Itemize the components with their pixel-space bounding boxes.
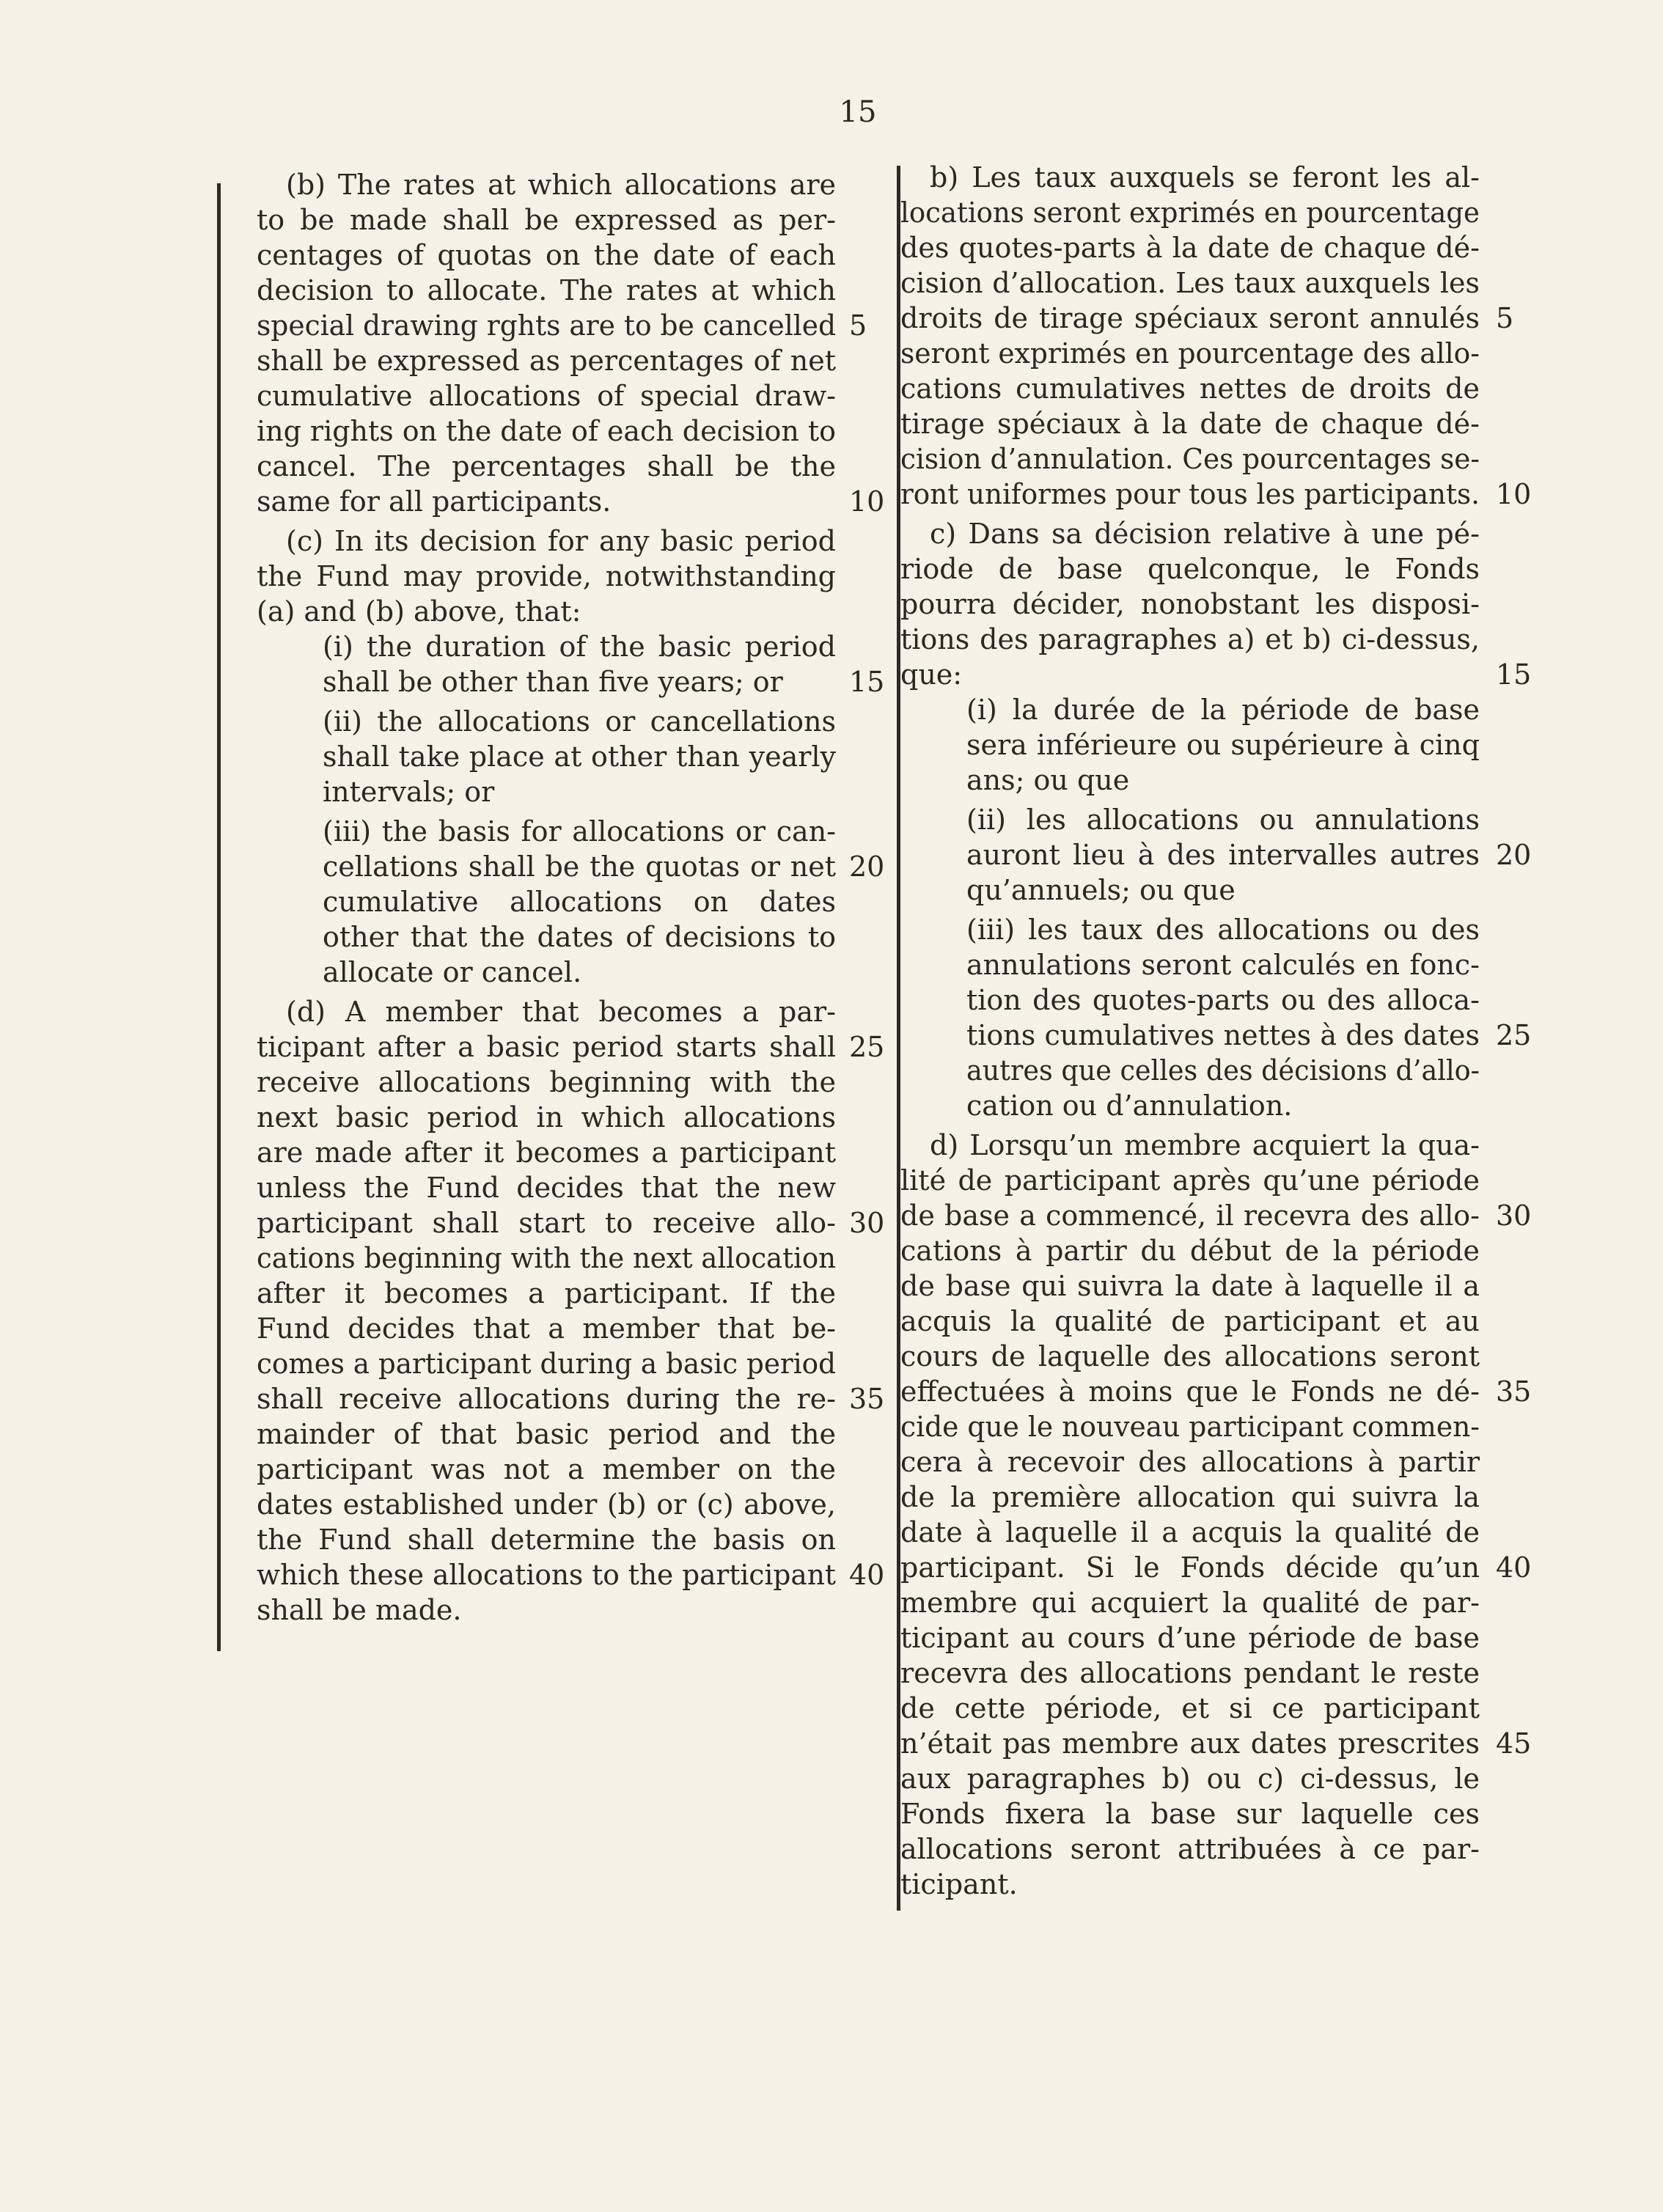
english-line-text: cations beginning with the next allocation <box>257 1242 837 1274</box>
english-text-line <box>257 308 867 343</box>
french-line-text: cations à partir du début de la période <box>900 1235 1480 1267</box>
french-text-line <box>900 727 1487 763</box>
english-line-text: dates established under (b) or (c) above, <box>257 1488 836 1521</box>
english-line-text: cumulative allocations on dates <box>323 886 836 918</box>
french-line-text: ticipant. <box>900 1868 1018 1900</box>
line-number: 15 <box>849 666 885 698</box>
french-text-line <box>900 195 1487 230</box>
english-text-line <box>257 1100 843 1135</box>
french-line-text: lité de participant après qu’une période <box>900 1164 1480 1197</box>
line-number: 30 <box>1496 1199 1532 1232</box>
english-text-line <box>257 449 843 484</box>
french-line-text: de la première allocation qui suivra la <box>900 1481 1480 1513</box>
english-line-text: cellations shall be the quotas or net <box>323 850 836 883</box>
french-line-text: qu’annuels; ou que <box>966 874 1236 906</box>
english-text-line <box>257 523 843 559</box>
french-text-line <box>900 1374 1532 1409</box>
english-text-line <box>257 1592 843 1628</box>
english-text-line <box>257 629 843 664</box>
english-text-line <box>257 273 843 308</box>
french-line-text: des quotes-parts à la date de chaque dé- <box>900 232 1480 264</box>
french-text-line <box>900 1198 1532 1233</box>
english-line-text: unless the Fund decides that the new <box>257 1172 836 1204</box>
english-text-line <box>257 343 843 378</box>
french-line-text: b) Les taux auxquels se feront les al- <box>930 161 1480 194</box>
english-line-text: intervals; or <box>323 776 495 808</box>
english-text-line <box>257 238 843 273</box>
english-line-text: cancel. The percentages shall be the <box>257 450 837 482</box>
french-text-line <box>900 872 1487 908</box>
line-number: 25 <box>1496 1019 1532 1051</box>
english-line-text: cumulative allocations of special draw- <box>257 380 836 412</box>
english-text-line <box>257 704 843 739</box>
french-line-text: tirage spéciaux à la date de chaque dé- <box>900 408 1480 440</box>
french-text-line <box>900 441 1487 477</box>
french-line-text: aux paragraphes b) ou c) ci-dessus, le <box>900 1763 1480 1795</box>
french-line-text: d) Lorsqu’un membre acquiert la qua- <box>930 1129 1480 1161</box>
french-text-line <box>900 1761 1487 1796</box>
french-text-line <box>900 1867 1487 1902</box>
french-line-text: (i) la durée de la période de base <box>966 694 1480 726</box>
english-line-text: the Fund may provide, notwithstanding <box>257 560 837 592</box>
line-number: 40 <box>849 1559 885 1591</box>
english-line-text: (i) the duration of the basic period <box>323 631 836 663</box>
french-text-line <box>900 1515 1487 1550</box>
english-line-text: special drawing rghts are to be cancelled <box>257 309 837 342</box>
english-line-text: decision to allocate. The rates at which <box>257 274 837 306</box>
english-text-line <box>257 1381 885 1417</box>
french-text-line <box>900 1831 1487 1867</box>
line-number: 10 <box>1496 478 1532 510</box>
left-margin-rule <box>217 183 221 1651</box>
french-line-text: auront lieu à des intervalles autres <box>966 839 1480 871</box>
english-text-line <box>257 884 843 919</box>
english-text-column <box>257 167 885 1628</box>
french-text-line <box>900 1018 1532 1053</box>
french-text-line <box>900 802 1487 837</box>
french-line-text: riode de base quelconque, le Fonds <box>900 553 1480 585</box>
french-line-text: tions cumulatives nettes à des dates <box>966 1019 1480 1051</box>
french-line-text: que: <box>900 658 963 691</box>
french-line-text: locations seront exprimés en pourcentage <box>900 196 1480 229</box>
french-line-text: participant. Si le Fonds décide qu’un <box>900 1551 1480 1584</box>
line-number: 20 <box>1496 839 1532 871</box>
french-text-line <box>900 1128 1487 1163</box>
english-text-line <box>257 814 843 849</box>
english-text-line <box>257 1065 843 1100</box>
english-line-text: (ii) the allocations or cancellations <box>323 705 836 738</box>
english-text-line <box>257 664 885 699</box>
english-line-text: participant was not a member on the <box>257 1453 837 1485</box>
english-line-text: which these allocations to the participant <box>257 1559 836 1591</box>
french-text-line <box>900 1796 1487 1831</box>
english-text-line <box>257 994 843 1029</box>
english-line-text: shall be expressed as percentages of net <box>257 345 836 377</box>
english-text-line <box>257 1452 843 1487</box>
french-text-line <box>900 657 1532 692</box>
english-text-line <box>257 1029 885 1065</box>
french-text-line <box>900 516 1487 551</box>
english-text-line <box>257 1487 843 1522</box>
english-line-text: mainder of that basic period and the <box>257 1418 836 1450</box>
french-line-text: acquis la qualité de participant et au <box>900 1305 1480 1337</box>
english-text-line <box>257 414 843 449</box>
french-line-text: ticipant au cours d’une période de base <box>900 1622 1480 1654</box>
english-text-line <box>257 1276 843 1311</box>
french-line-text: date à laquelle il a acquis la qualité de <box>900 1516 1480 1548</box>
french-text-line <box>900 1163 1487 1198</box>
english-text-line <box>257 1417 843 1452</box>
page-number: 15 <box>839 95 877 129</box>
english-text-line <box>257 774 843 809</box>
french-text-line <box>900 587 1487 622</box>
english-line-text: shall receive allocations during the re- <box>257 1383 837 1415</box>
english-line-text: comes a participant during a basic period <box>257 1348 836 1380</box>
french-line-text: annulations seront calculés en fonc- <box>966 949 1480 981</box>
french-text-line <box>900 551 1487 587</box>
english-line-text: same for all participants. <box>257 485 612 518</box>
french-line-text: (iii) les taux des allocations ou des <box>966 914 1480 946</box>
french-text-line <box>900 301 1514 336</box>
french-line-text: cations cumulatives nettes de droits de <box>900 372 1480 405</box>
french-line-text: cision d’annulation. Ces pourcentages se- <box>900 443 1480 475</box>
french-line-text: de base a commencé, il recevra des allo- <box>900 1199 1480 1232</box>
english-line-text: the Fund shall determine the basis on <box>257 1524 836 1556</box>
line-number: 35 <box>849 1383 885 1415</box>
french-text-line <box>900 1550 1532 1585</box>
french-text-line <box>900 1585 1487 1620</box>
french-line-text: c) Dans sa décision relative à une pé- <box>930 518 1480 550</box>
line-number: 30 <box>849 1207 885 1239</box>
english-text-line <box>257 1135 843 1170</box>
french-text-line <box>900 1620 1487 1656</box>
french-line-text: ans; ou que <box>966 764 1130 796</box>
french-text-line <box>900 947 1487 982</box>
english-text-line <box>257 484 885 519</box>
french-text-line <box>900 1268 1487 1304</box>
english-line-text: other that the dates of decisions to <box>323 921 837 953</box>
english-line-text: (iii) the basis for allocations or can- <box>323 815 837 848</box>
french-text-line <box>900 837 1532 872</box>
english-line-text: (c) In its decision for any basic period <box>286 525 836 557</box>
french-text-line <box>900 406 1487 441</box>
french-line-text: allocations seront attribuées à ce par- <box>900 1833 1480 1865</box>
french-text-line <box>900 1691 1487 1726</box>
french-line-text: tions des paragraphes a) et b) ci-dessus, <box>900 623 1480 655</box>
english-text-line <box>257 739 843 774</box>
line-number: 10 <box>849 485 885 518</box>
french-text-line <box>900 763 1487 798</box>
english-line-text: participant shall start to receive allo- <box>257 1207 836 1239</box>
french-line-text: n’était pas membre aux dates prescrites <box>900 1727 1480 1760</box>
english-line-text: ticipant after a basic period starts shall <box>257 1031 837 1063</box>
english-line-text: next basic period in which allocations <box>257 1101 837 1133</box>
english-line-text: shall be other than five years; or <box>323 666 783 698</box>
french-line-text: cide que le nouveau participant commen- <box>900 1411 1480 1443</box>
french-text-line <box>900 265 1487 301</box>
french-line-text: effectuées à moins que le Fonds ne dé- <box>900 1375 1480 1408</box>
french-text-line <box>900 1480 1487 1515</box>
english-text-line <box>257 1557 885 1592</box>
english-text-line <box>257 378 843 414</box>
french-line-text: sera inférieure ou supérieure à cinq <box>966 729 1480 761</box>
french-line-text: cision d’allocation. Les taux auxquels les <box>900 267 1480 299</box>
line-number: 35 <box>1496 1375 1532 1408</box>
french-line-text: autres que celles des décisions d’allo- <box>966 1054 1480 1087</box>
english-line-text: centages of quotas on the date of each <box>257 239 836 271</box>
english-line-text: shall take place at other than yearly <box>323 741 837 773</box>
english-line-text: receive allocations beginning with the <box>257 1066 836 1098</box>
english-line-text: (b) The rates at which allocations are <box>286 169 837 201</box>
french-line-text: ront uniformes pour tous les participants. <box>900 478 1480 510</box>
line-number: 20 <box>849 850 885 883</box>
french-line-text: Fonds fixera la base sur laquelle ces <box>900 1798 1480 1830</box>
english-line-text: (a) and (b) above, that: <box>257 595 581 628</box>
english-line-text: shall be made. <box>257 1594 462 1626</box>
french-text-line <box>900 1053 1487 1088</box>
french-line-text: tion des quotes-parts ou des alloca- <box>966 984 1480 1016</box>
english-text-line <box>257 1205 885 1241</box>
french-text-line <box>900 622 1487 657</box>
french-text-line <box>900 692 1487 727</box>
english-text-line <box>257 1241 843 1276</box>
french-text-line <box>900 1304 1487 1339</box>
french-text-column <box>900 160 1532 1902</box>
french-line-text: cera à recevoir des allocations à partir <box>900 1446 1480 1478</box>
french-line-text: de base qui suivra la date à laquelle il a <box>900 1270 1480 1302</box>
english-line-text: (d) A member that becomes a par- <box>286 996 837 1028</box>
french-text-line <box>900 1339 1487 1374</box>
french-text-line <box>900 982 1487 1018</box>
english-line-text: after it becomes a participant. If the <box>257 1277 837 1309</box>
line-number: 40 <box>1496 1551 1532 1584</box>
french-text-line <box>900 160 1487 195</box>
french-text-line <box>900 1726 1532 1761</box>
english-line-text: to be made shall be expressed as per- <box>257 204 836 236</box>
english-line-text: are made after it becomes a participant <box>257 1136 836 1169</box>
french-text-line <box>900 230 1487 265</box>
english-text-line <box>257 1522 843 1557</box>
english-line-text: Fund decides that a member that be- <box>257 1312 837 1345</box>
english-text-line <box>257 594 843 629</box>
line-number: 5 <box>849 309 867 342</box>
french-line-text: membre qui acquiert la qualité de par- <box>900 1587 1480 1619</box>
line-number: 5 <box>1496 302 1514 334</box>
line-number: 45 <box>1496 1727 1532 1760</box>
french-line-text: de cette période, et si ce participant <box>900 1692 1480 1724</box>
french-line-text: cours de laquelle des allocations seront <box>900 1340 1480 1373</box>
english-text-line <box>257 1170 843 1205</box>
english-text-line <box>257 919 843 955</box>
french-text-line <box>900 477 1532 512</box>
french-line-text: seront exprimés en pourcentage des allo- <box>900 337 1480 370</box>
french-line-text: droits de tirage spéciaux seront annulés <box>900 302 1480 334</box>
english-line-text: ing rights on the date of each decision to <box>257 415 837 447</box>
french-text-line <box>900 912 1487 947</box>
english-text-line <box>257 167 843 202</box>
line-number: 25 <box>849 1031 885 1063</box>
english-text-line <box>257 1311 843 1346</box>
french-line-text: recevra des allocations pendant le reste <box>900 1657 1480 1689</box>
english-text-line <box>257 955 843 990</box>
french-text-line <box>900 1409 1487 1444</box>
french-text-line <box>900 336 1487 371</box>
french-line-text: cation ou d’annulation. <box>966 1090 1293 1122</box>
french-line-text: pourra décider, nonobstant les disposi- <box>900 588 1480 620</box>
french-text-line <box>900 1444 1487 1480</box>
english-text-line <box>257 202 843 238</box>
french-text-line <box>900 371 1487 406</box>
french-line-text: (ii) les allocations ou annulations <box>966 804 1480 836</box>
english-text-line <box>257 559 843 594</box>
english-line-text: allocate or cancel. <box>323 956 582 988</box>
french-text-line <box>900 1233 1487 1268</box>
english-text-line <box>257 1346 843 1381</box>
french-text-line <box>900 1656 1487 1691</box>
french-text-line <box>900 1088 1487 1123</box>
english-text-line <box>257 849 885 884</box>
line-number: 15 <box>1496 658 1532 691</box>
